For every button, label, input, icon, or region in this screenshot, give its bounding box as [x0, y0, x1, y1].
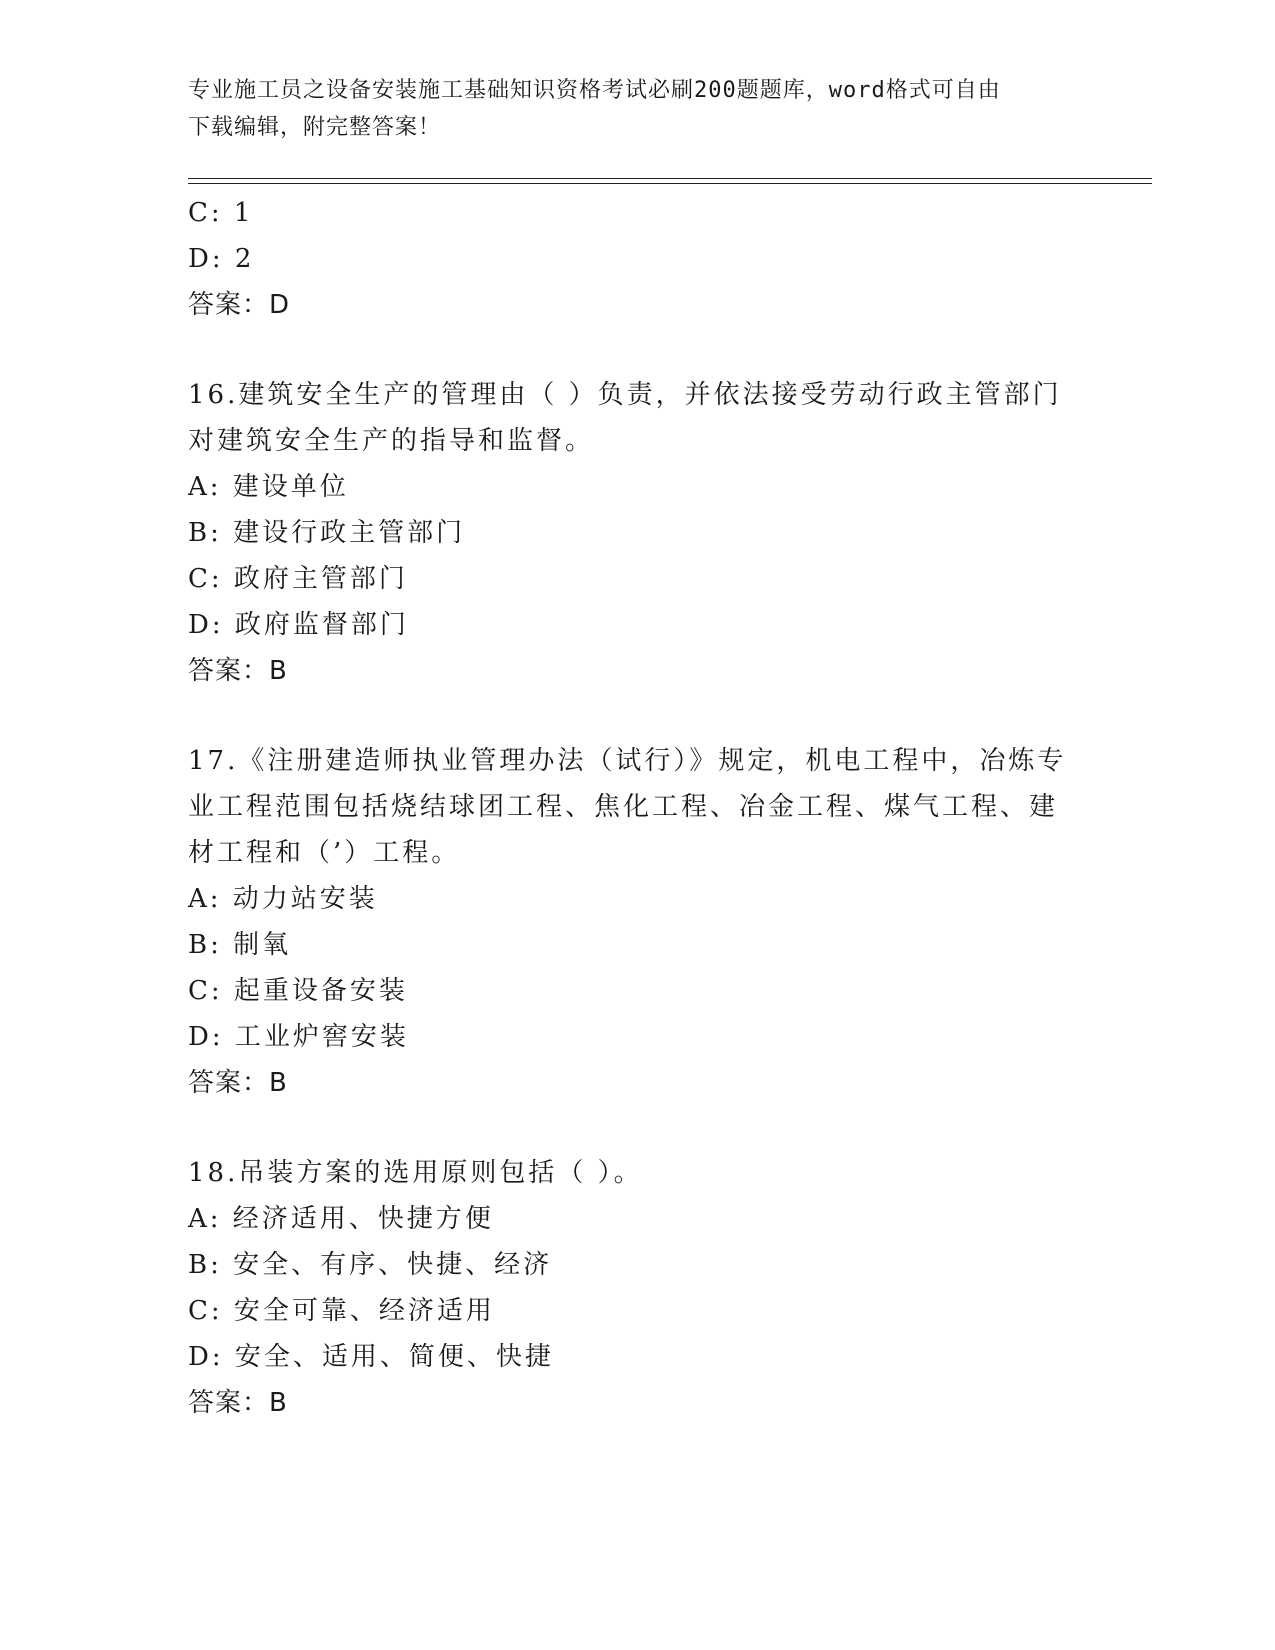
- option-d: D: 工业炉窖安装: [188, 1022, 409, 1052]
- option-b: B: 制氧: [188, 930, 292, 960]
- question-18: [188, 1150, 1088, 1426]
- option-a: A: 建设单位: [188, 472, 349, 502]
- document-header: [188, 72, 1088, 146]
- header-line-2: 下载编辑，附完整答案！: [188, 115, 442, 140]
- header-divider-top: [188, 178, 1152, 179]
- question-stem-line: 材工程和（’）工程。: [188, 838, 461, 868]
- header-line-1: 专业施工员之设备安装施工基础知识资格考试必刷200题题库，word格式可自由: [188, 78, 1001, 103]
- option-d: D: 安全、适用、简便、快捷: [188, 1342, 554, 1372]
- question-16: [188, 372, 1088, 694]
- question-17: [188, 738, 1088, 1106]
- previous-question-tail: [188, 190, 1088, 328]
- option-c: C: 1: [188, 198, 254, 228]
- question-stem-line: 业工程范围包括烧结球团工程、焦化工程、冶金工程、煤气工程、建: [188, 792, 1059, 822]
- question-stem-line: 18.吊装方案的选用原则包括（ ）。: [188, 1158, 643, 1188]
- document-body: [188, 190, 1088, 1426]
- question-stem-line: 对建筑安全生产的指导和监督。: [188, 426, 595, 456]
- question-stem-line: 17.《注册建造师执业管理办法（试行）》规定，机电工程中，冶炼专: [188, 746, 1067, 776]
- option-b: B: 安全、有序、快捷、经济: [188, 1250, 553, 1280]
- option-c: C: 政府主管部门: [188, 564, 408, 594]
- option-d: D: 政府监督部门: [188, 610, 409, 640]
- question-stem-line: 16.建筑安全生产的管理由（ ）负责，并依法接受劳动行政主管部门: [188, 380, 1062, 410]
- option-c: C: 起重设备安装: [188, 976, 408, 1006]
- option-b: B: 建设行政主管部门: [188, 518, 466, 548]
- spacer: [188, 328, 1088, 372]
- answer-line: 答案：B: [188, 1068, 288, 1098]
- answer-line: 答案：D: [188, 290, 291, 320]
- option-d: D: 2: [188, 244, 255, 274]
- spacer: [188, 1106, 1088, 1150]
- answer-line: 答案：B: [188, 656, 288, 686]
- spacer: [188, 694, 1088, 738]
- option-a: A: 经济适用、快捷方便: [188, 1204, 494, 1234]
- option-c: C: 安全可靠、经济适用: [188, 1296, 495, 1326]
- header-divider-bottom: [188, 183, 1152, 184]
- answer-line: 答案：B: [188, 1388, 288, 1418]
- option-a: A: 动力站安装: [188, 884, 378, 914]
